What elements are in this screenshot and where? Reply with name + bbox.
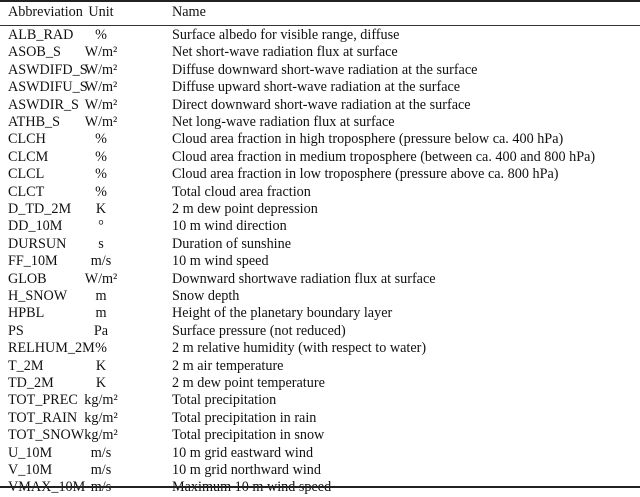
header-rule [0,25,640,26]
cell-name: Direct downward short-wave radiation at the surface [172,96,471,113]
cell-abbreviation: HPBL [8,305,45,322]
table-row [0,340,640,358]
cell-name: Snow depth [172,288,240,304]
cell-unit [70,479,132,497]
cell-name: Total precipitation in rain [172,409,317,426]
table-row [0,253,640,271]
cell-name [172,479,331,497]
cell-abbreviation: ALB_RAD [8,27,74,43]
table-row [0,462,640,480]
table-row [0,131,640,149]
table-row [0,410,640,428]
table-row [0,392,640,410]
cell-abbreviation: PS [8,322,24,339]
cell-name: 2 m dew point depression [172,201,318,217]
cell-unit: W/m² [84,79,118,96]
cell-abbreviation: CLCL [8,166,45,183]
cell-name: Net short-wave radiation flux at surface [172,44,398,61]
table-row [0,27,640,45]
cell-unit: kg/m² [84,427,118,444]
cell-abbreviation: GLOB [8,270,47,287]
cell-unit: % [95,131,107,148]
cell-unit: W/m² [84,44,118,61]
header-unit: Unit [88,4,114,20]
cell-name: 10 m wind speed [172,253,269,270]
table-row [0,271,640,289]
cell-unit: K [95,201,107,217]
cell-name: 2 m dew point temperature [172,375,325,391]
cell-unit: kg/m² [84,392,118,409]
cell-abbreviation: ASWDIR_S [8,96,79,113]
cell-abbreviation: DD_10M [8,218,63,235]
cell-unit: m/s [90,462,112,478]
cell-abbreviation: DURSUN [8,235,67,252]
cell-abbreviation: ASWDIFD_S [8,61,88,78]
cell-unit: ° [98,218,104,235]
cell-name: Net long-wave radiation flux at surface [172,114,395,130]
table-row [0,288,640,306]
bottom-rule [0,486,640,488]
cell-unit: Pa [93,322,109,339]
cell-unit: m [95,305,107,322]
cell-abbreviation: TD_2M [8,375,54,391]
cell-name: Downward shortwave radiation flux at surface [172,270,436,287]
cell-abbreviation: TOT_SNOW [8,427,85,444]
cell-abbreviation: U_10M [8,444,53,461]
cell-name: Height of the planetary boundary layer [172,305,393,322]
cell-name: Diffuse upward short-wave radiation at the surface [172,79,461,96]
cell-name: 10 m grid eastward wind [172,444,314,461]
cell-unit: W/m² [84,96,118,113]
cell-unit: % [95,340,107,357]
cell-abbreviation: RELHUM_2M [8,340,95,357]
table-row [0,79,640,97]
table-row [0,218,640,236]
cell-name: Diffuse downward short-wave radiation at the surface [172,61,478,78]
table-row [0,445,640,463]
table-row [0,201,640,219]
table-row [0,479,640,497]
cell-unit: K [95,357,107,374]
top-rule [0,0,640,2]
cell-name: Cloud area fraction in medium troposphere (between ca. 400 and 800 hPa) [172,148,596,165]
header-abbreviation: Abbreviation [8,4,83,20]
cell-abbreviation: H_SNOW [8,288,68,304]
cell-abbreviation: D_TD_2M [8,201,72,217]
cell-unit: W/m² [84,270,118,287]
cell-name: Duration of sunshine [172,235,292,252]
cell-name: Cloud area fraction in high troposphere (pressure below ca. 400 hPa) [172,131,564,148]
cell-abbreviation: CLCM [8,148,49,165]
table-row [0,236,640,254]
table-row [0,62,640,80]
table-row [0,97,640,115]
cell-unit: % [95,166,107,183]
cell-abbreviation: T_2M [8,357,44,374]
table-header [0,4,640,22]
cell-name: 2 m air temperature [172,357,284,374]
table-row [0,149,640,167]
table-row [0,166,640,184]
table-row [0,358,640,376]
table-row [0,184,640,202]
cell-abbreviation: ASWDIFU_S [8,79,88,96]
cell-name: Total precipitation [172,392,277,409]
cell-name: Cloud area fraction in low troposphere (pressure above ca. 800 hPa) [172,166,559,183]
cell-name: Surface albedo for visible range, diffuse [172,27,400,43]
cell-name: Surface pressure (not reduced) [172,322,346,339]
cell-unit: kg/m² [84,409,118,426]
cell-name: 10 m grid northward wind [172,462,321,478]
cell-abbreviation: FF_10M [8,253,58,270]
header-name: Name [172,4,206,20]
cell-name: Total precipitation in snow [172,427,325,444]
cell-abbreviation: TOT_PREC [8,392,78,409]
cell-abbreviation: TOT_RAIN [8,409,78,426]
cell-unit: % [95,148,107,165]
table-row [0,323,640,341]
cell-unit: W/m² [84,114,118,130]
cell-unit: W/m² [84,61,118,78]
cell-unit: K [95,375,107,391]
cell-abbreviation: CLCT [8,183,45,200]
table-row [0,375,640,393]
cell-abbreviation: ATHB_S [8,114,61,130]
cell-name: Total cloud area fraction [172,183,311,200]
cell-unit: % [95,183,107,200]
cell-unit: m/s [90,444,112,461]
table-row [0,427,640,445]
cell-name: 2 m relative humidity (with respect to water) [172,340,427,357]
cell-abbreviation: V_10M [8,462,53,478]
table-row [0,114,640,132]
cell-abbreviation: CLCH [8,131,46,148]
cell-name: 10 m wind direction [172,218,287,235]
cell-unit: m/s [90,253,112,270]
cell-unit: s [98,235,104,252]
cell-unit: m [95,288,107,304]
cell-unit: % [95,27,107,43]
table-row [0,305,640,323]
table-row [0,44,640,62]
cell-abbreviation: ASOB_S [8,44,61,61]
